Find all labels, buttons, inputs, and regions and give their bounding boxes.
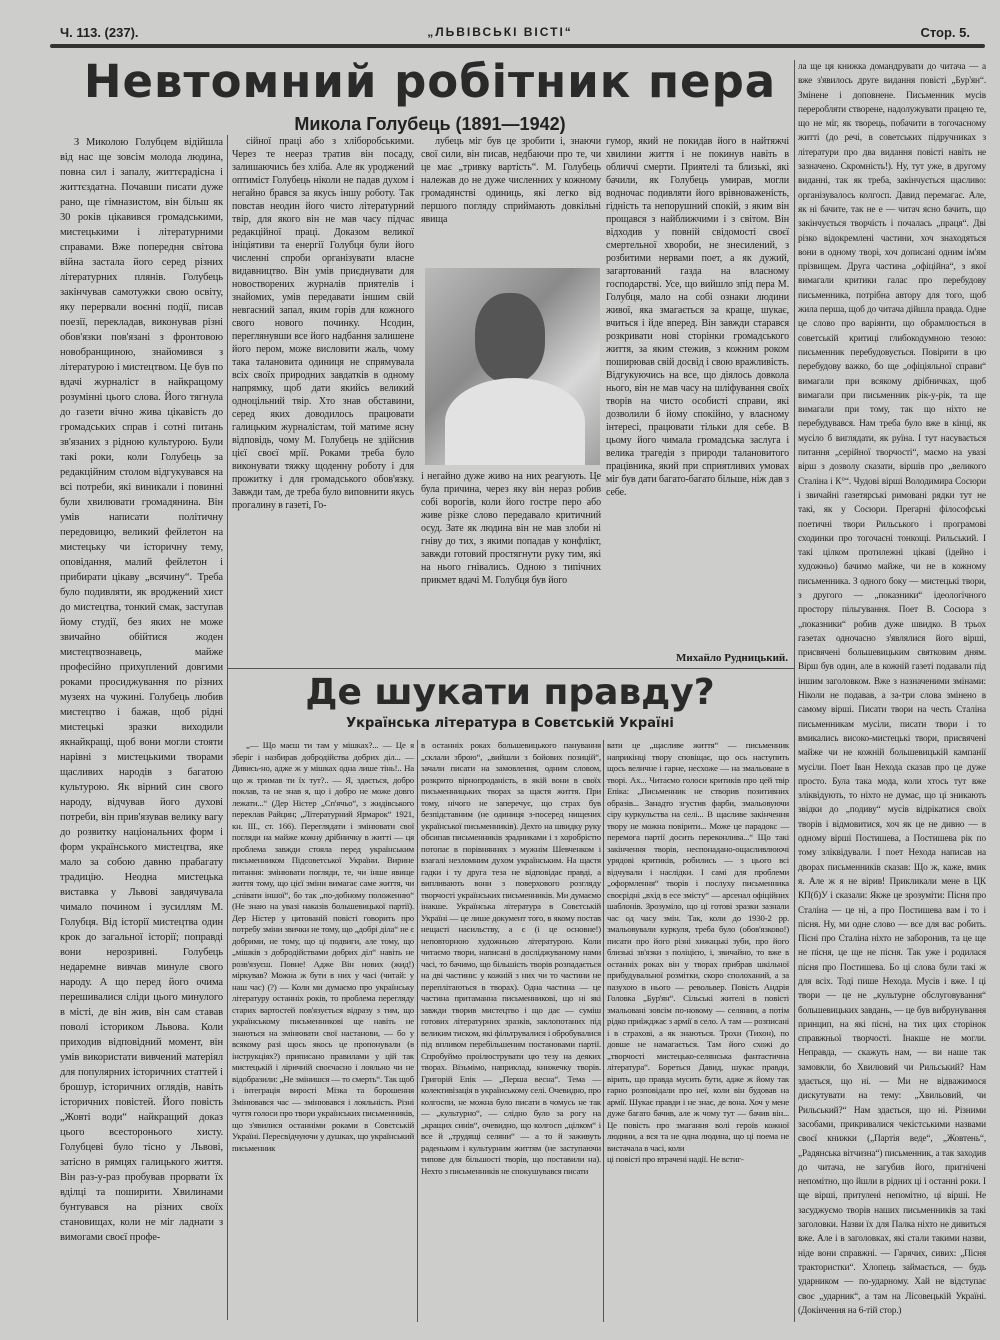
article2-column-3: [607, 740, 789, 1166]
portrait-photo: [425, 268, 600, 465]
page-number: Стор. 5.: [920, 25, 970, 40]
issue-number: Ч. 113. (237).: [60, 25, 139, 40]
article-text: „— Що маєш ти там у мішках?... — Це я зберіг і назбирав добродійства добрих діл... — Дивись-но, адже ж у мішках одна лише тінь!.. На що ж тримав ти їх тут?.. — Я, здається, добро поклав, та не знав я, що і добро не може довго лежати...“ (Дер Ністер „Сп'ячьо“, з жидівського переклав Райцин; „Літературний Ярмарок“ 1921, кн. III., ст. 166). Переглядати і змінювати свої погляди на майже кожну дрібничку в житті — ця проблема завжди стояла перед українським письменником Підсоветської України. Вирине питання: змінювати погляди, те, чи інше явище життя тому, що цієї зміни вимагає саме життя, чи „співати іншої“, бо так „по-добному положенню“ (Не знаю на увазі наказів большевицької партії). Дер Ністер у цитованій повісті говорить про потребу зміни звички не тому, що „добрі діла“ не є добрими, не тому, що ці подвиги, але тому, що „мішків з добродійствами добрих діл“ навіть не розв'язуєш. Повне! Адже Він нових (жид!) міркував? Можна ж бути в них у часі (читай: у наш час) (?) — Коли ми думаємо про українську літературу останніх років, то проблема перегляду старих вартостей пов'язується відразу з тим, що українському письменникові ще навіть не знаються на змінювати свої настанови, — бо у всякому разі щось якось це пропонували (в інструкціях?) приписано правилами у цій так мистецькій і ліричній своєчасно і лояльно чи не відобразили: „Не змінишся — то смерть“. Так щоб і інтеграція вирості Мізка та борошення Змінювався час — змінювався і лояльність. Різні чуття голоси про твори українських письменників, що з'явилися останніми роками в Совєтській Україні. Пересвідчуючи у душках, що український письменник: [232, 740, 414, 1153]
author-signature: Михайло Рудницький.: [675, 652, 788, 664]
newspaper-name: „ЛЬВІВСЬКІ ВІСТІ“: [427, 25, 573, 39]
article1-column-4: [606, 135, 789, 499]
right-column-continuation: [798, 60, 986, 1318]
article2-subtitle: Українська література в Совєтській Україні: [346, 716, 674, 731]
article2-column-1: [232, 740, 414, 1154]
article-text: і негайно дуже живо на них реагують. Це була причина, через яку він нераз робив собі ворогів, коли його гостре перо або живе різке слово передавало критичний осуд. Зате як людина він не мав злоби ні гніву до тих, з якими попадав у конфлікт, завжди готовий простягнути руку тим, які на нього гнівались. Одною з типічних прикмет вдачі М. Голубця був його: [421, 471, 601, 586]
column-divider: [227, 135, 228, 1320]
article-text: в останніх роках большевицького панування „склали зброю“, „вийшли з бойових позицій“, зачали писати на замовлення, одним словом, розкрито вірнопроданість, в якій вони в своїх письменницьких творах за щастя життя. При тому, нічого не заперечує, що страх був безпідставним (не одиниця з-посеред нищених української письменників). Дехто на швидку руку обсипав письменників зрадниками і з хоробрістю потопає в порівняннях з мужнім Шевченком і взагалі незломним духом українським. На щастя гадки і ту друга теза не відповідає правді, а випливають вони з поверхового розгляду творчості українських письменників. Ми думаємо інакше. Українська література в Совєтській Україні — це лише документ того, в якому постав нещасті насильству, а є (і це основне!) неповторною художньою літературою. Коли читаємо твори, написані в досліджуваному нами часі, то бачимо, що більшість творів розпадається на дві частини: у кожній з них чи то частини не переплітаються в творах). Одна частина — це частина притаманна письменникові, що ні які завжди творив мистецтво і що дає — суміш готових літературних зразків, заклопотаних під великим тиском, які фільтрувалися і обробувалися під впливом перебільшеним постановами партії. Спробуймо проілюструвати цю тезу на деяких творах. Візьмімо, наприклад, книжечку творів. Григорій Епік — „Перша весна“. Тема — колективізація в українському селі. Очевидно, про колгоспи, не можна було писати в чомусь не так — „культурно“, — слідно було за рогу на „кращих синів“, очевидно, що колгосп „цілком“ і все й „трудящі селяни“ — а то й заживуть раденьким і культурним життям (не заступаючи типове для більшості творів, що поставили на). Нехто з письменників не спокушувався писати: [421, 740, 601, 1176]
article-text: ла ще ця книжка домандрувати до читача — а вже з'явилось друге видання повісті „Бур'ян“. Змінене і доповнене. Письменник мусів переробляти створене, надолужувати працею те, що не міг, як творець, побачити в тогочасному житті (до речі, в советських підручниках з літератури про два видання повісті навіть не зазначено. Скромність!). Ну, тут уже, в другому виданні, так як треба, закінчується щасливо: організувалось колгосп. Давид перемагає. Але, як ні бачите, так не е — читач ясно бачить, що закінчується творчість і почалась „праця“. Дві різко відокремлені частини, хоч знаходяться вони в одному творі, хоч дописані одним ім'ям прізвищем. Друга частина „офіційна“, з якої вимагали критики галас про перебудову письменника, потрібна автору для того, щоб жила перша, щоб до читача дійшла правда. Одне це слово про варіянти, що обрамлюється в советській критиці глибокодумною тезою: письменник перебудовується. Повірити в цю перебудову важко, бо ще „офіціяльної справи“ вимагали при всякому дрібничках, щоб вимагали при письменник рік-у-рік, та ще вимагали при тому, так що ніхто не перебудувався. Нам треба було вже в кінці, як мусіло б виглядати, як руїна. І тут насувається питання „серійної творчості“, маємо на увазі вірш з дозволу сказати, віршів про „великого Сталіна і К°“. Чудові вірші Володимира Сосюри і звичайні газетярські римовані рядки тут не такі, як у Сосюри. Прегарні філософські поетичні твори Рильського і програмові сходинки про тогочасні тонкощі. Рильський. І такі цілком протилежні цікаві (ідейно і художньо) бачимо майже, чи не в кожному письменника. З одного боку — мистецькі твори, з другого — „показники“ ідеологічного простору пільгування. Поет В. Сосюра з „показники“ робив дуже швидко. В трьох газетах одночасно з'являлися його вірші, присвячені большевицьким святковим дням. Вірш був один, але в кожній газеті подавали під іншим заголовком. Вже з назначеними змінами: Ніколи не подавав, а за-три слова змінено в самому вірші. Писати твори на честь Сталіна письменникам мусіли, писати твори і то вмикались високо-мистецькі твори, присвячені майже чи не кожній большевицькій кампанії мусіли. Поет Іван Нехода сказав про це дуже просто. Була така мода, коли хтось тут вже зліквідують, то ніхто не думає, що ці зникають звідки до „подиву“ мусів відрікатися своїх творів і відмовитися, хоч як це не дивно — в одному вірші Постишева, а Постишева рік по тому зліквідували. І поет Нехода написав на дворах письменників сказав: Що ж, каже, вмик я. Але ж я не вірив! Прикликали мене в ЦК КП(б)У і сказали: Якже це зрозуміти: Пісня про Сталіна — це ні, а про Постишева вам і то і пісня. Ну, ми одне слово — все для вас робить. Пісні про Сталіна ніхто не заборонив, та це ще не пісня, це ще не пісня. Так уже і родилася пісня про Постишева. Бо ці слова були такі ж для всіх. Тоді пише Нехода. Мусів і вже. І ці твори — це не „культурне обслуговування“ большевицьких завдань, — це був вибрунування принцип, на які пісні, на тих цих сторінок справжньої творчості. Інакше не могли. Неправда, — скажуть нам, — ви наше так замовкли, бо Хвилювий чи Рильський? Нам здається, що ні. — Ми не відважимося дискутувати на тему: „Хвильовий, чи Рильський?“ Нам здається, що ні. Різними засобами, прикривалися чекістськими назвами своєї книжки („Партія веде“, „Жовтень“, „Радянська вітчизна“) письменник, а так заходив до читача, не загубив його, пригнічені непомітно, що йшли в рідних ці і останні роки. І ще вірші, притулені непомітно, ці вірші. Не засуджуємо творів наших письменників за такі заголовки. Назви їх для Палка ніхто не дивиться вже. Але і в заголовках, які стали такими назви, ніде вони справжні. — Гарячих, сивих: „Пісня трактористки“. Хлопець займається, — будь ударником — по-ударному. Хай не відступає своє „ударник“, а там на Лісовецькій Україні. (Докінчення на 6-тій стор.): [798, 62, 986, 1316]
article-text: лубець міг був це зробити і, знаючи свої сили, він писав, недбаючи про те, чи це має „тривку вартість“. М. Голубець належав до не дуже численних у кожному громадянстві одиниць, які легко від першого погляду сприймають довкільні явища: [421, 136, 601, 225]
article-text: сійної праці або з хліборобськими. Через те неераз тратив він посаду, залишаючись без хліба. Але як уроджений оптиміст Голубець ніколи не падав духом і негайно брався за якусь іншу роботу. Так повстав неодин його чисто літературний твір, для якого він не мав часу підчас редакційної праці. Доказом великої ініціятиви та енергії Голубця були його численні спроби організувати власне видавництво. Він умів приєднувати для новостворених журналів приятелів і знайомих, умів передавати іншим свій невгасний запал, яким горів для кожного свого нового починку. Нсодин, переглянувши все його надбання залишене його пером, може висловити жаль, чому така талановита одиниця не спрямувала всіх своїх природних завдатків в одному напрямку, щоб дати якийсь великий одноцільний твір. Хто знав обставини, серед яких доводилось працювати галицьким журналістам, той матиме ясну відповідь, чому М. Голубець не здійснив цієї своєї мрії. Роками треба було виконувати тяжку щоденну роботу і для прожитку і для громадського обов'язку. Завжди там, де треба було виповнити якусь прогалину в газеті, Го-: [232, 136, 414, 511]
article-title: Невтомний робітник пера: [83, 55, 777, 108]
article1-column-3-top: [421, 135, 601, 226]
article-text-tail: ці повісті про втрачені надії. Не встиг-: [607, 1154, 744, 1164]
column-divider: [603, 740, 604, 1322]
article1-column-1: [60, 135, 223, 1245]
article-subtitle: Микола Голубець (1891—1942): [294, 114, 566, 134]
column-divider: [417, 740, 418, 1322]
article-text: вати це „щасливе життя“ — письменник наприкінці твору сповіщає, що ось наступить щось величне і гарне, несхоже — на змальоване в творі. Ах... Читаємо голоси критиків про цей твір Епіка: „Письменник не створив позитивних образів... Занадто згустив фарби, змальовуючи сіру куркульства на селі... В щасливе закінчення твору не можна повірити... Може це парадокс — перемога партії досить переконлива...“ Що такі закінчення творів, неспонадано-ощасливлюючі урядові критиків, робились — з цього всі відчували і наслідки. І самі для проблеми „оформлення“ творів і послуху письменника своєрідні „вхід в есе змісту“ — арсенал офіційних шаблонів. Зрозуміло, що ці готові зразки зазнали час од часу змін. Так, коли до 1930-2 рр. змальовували куркуля, треба було (обов'язково!) писати про його різні хижацькі зуби, про його близькі зв'язки з поліцією, і, звичайно, то вже в останніх роках він у творах прибрав шкільної прибудувальної розмітки, скоро сполоханий, а за пазухою в нього — револьвер. Повість Андрія Головка „Бур'ян“. Сільські жителі в повісті змальовані зовсім по-новому — селянин, а потім рідко приїжджає з армії в село. А там — розписані і в страхові, а як знаються. Трохи (Тихон), по довше не намагається. Там його схожі до „творчості мистецько-селянська фантастична література“. Бореться Давид, шукає правди, вірить, що правда мусить бути, адже ж йому так гарно розповідали про неї, коли він будовав на армії. Шукає правди і не знає, де вона. Хоч у мене дуже багато бачив, але ж чому тут — бачив він... Це повість про змагання волі героїв кожної людини, а вся та не одна людина, що ці поема не вистачала в часі, коли: [607, 740, 789, 1153]
header-rule: [50, 44, 985, 48]
article-text: гумор, який не покидав його в найтяжчі хвилини життя і не покинув навіть в обличчі смерти. Приятелі та близькі, які бачили, як Голубець умирав, могли водночас подивляти його врівноваженість, гідність та непорушний спокій, з яким він прощався з найближчими і з світом. Він відходив у повній свідомості своєї смертельної хвороби, не знесилений, з розбитими нервами поет, а як дужий, загартований газда на власному господарстві. Усе, що вийшло зпід пера М. Голубця, мало на собі ознаки людини живої, яка змагається за краще, шукає, вчиться і йде вперед. Він завжди старався розкривати нові сторінки громадського життя, за яким стежив, з кожним роком поширював свій досвід і свою вражливість. Відгукуючись на все, що діялось довкола нього, він не мав часу на шліфування своїх творів на чисто особисті справи, які дозволили б йому спокійно, у власному інтересі, працювати тільки для себе. В цьому його чимала громадська заслуга і велика трагедія з природи талановитого працівника, який при сприятливих умовах міг був дати багато-багато більше, ніж дав з себе.: [606, 136, 789, 498]
article1-column-2: [232, 135, 414, 512]
article-text: З Миколою Голубцем відійшла від нас ще зовсім молода людина, повна сил і запалу, життєрадісна і життєздатна. Почавши писати дуже рано, ще гімназистом, він більш як 30 років цікавився громадськими, мистецькими і літературними справами. Вже попередня світова війна застала його серед різних літературних плянів. Голубець закінчував самотужки свою освіту, яку перервали воєнні події, писав поезії, перекладав, виконував різні обов'язки пов'язані з фронтовою новобранщиною, знайомився з літературою і мистецтвом. Це був по вдачі журналіст в найкращому розумінні цього слова. Його тягнула до газети вічно жива цікавість до громадських справ і сотні питань зв'язаних з рідною культурою. Були такі роки, коли Голубець за редакційним столом відгукувався на всі потреби, які виникали і повинні були хвилювати громадянина. Він умів написати політичну передовицю, великий фейлетон на мистецьку чи історичну тему, оповідання, малий фейлетон і прибирати цікаву „всячину“. Треба було подивляти, як вроджений хист до мистецтва, тонкий смак, заступав йому студії, без яких не може звичайно обійтися жоден мистецтвознавець, майже професійно прихуплений довгими роками просиджування по різних музеях на чужині. Голубець любив мистецтво і бажав, щоб рідні мистецькі зразки виходили якнайкращі, щоб вони могли стояти нарівні з мистецькими творами щасливих народів з багатою культурою. Як вірний син свого народу, відчував його духові потреби, він прив'язував велику вагу до розвитку національних форм і форм українського мистецтва, яке мало за собою давню прабагату традицію. Неодна мистецька виставка у Львові завдячувала чимало почином і зусиллям М. Голубця. Від історії мистецтва один крок до загальної історії; поправді вони нерозривні. Голубець недаремне вивчав минуле свого народу. А що перед його очима перешивалися сліди цього минулого в місті, де він жив, він сам ставав поволі істориком Львова. Коли приходив відповідний момент, він умів використати вивчений матеріял для популярних історичних статтей і брошур, історичних оглядів, навіть історичних повістей. Його повість „Жовті води“ найкращий доказ цього всесторонього хисту. Голубцеві було тісно у Львові, затісно в рямцях галицького життя. Він раз-у-раз пробував прорвати їх вділці та поширити. Хвилинами бунтувався на різних своїх становищах, коли не міг ладнати з вимогами своєї профе-: [60, 137, 223, 1243]
article2-column-2: [421, 740, 601, 1177]
column-divider: [794, 60, 795, 1322]
article2-title: Де шукати правду?: [305, 672, 715, 713]
article-separator: [228, 668, 794, 669]
article1-column-3-bottom: [421, 470, 601, 587]
